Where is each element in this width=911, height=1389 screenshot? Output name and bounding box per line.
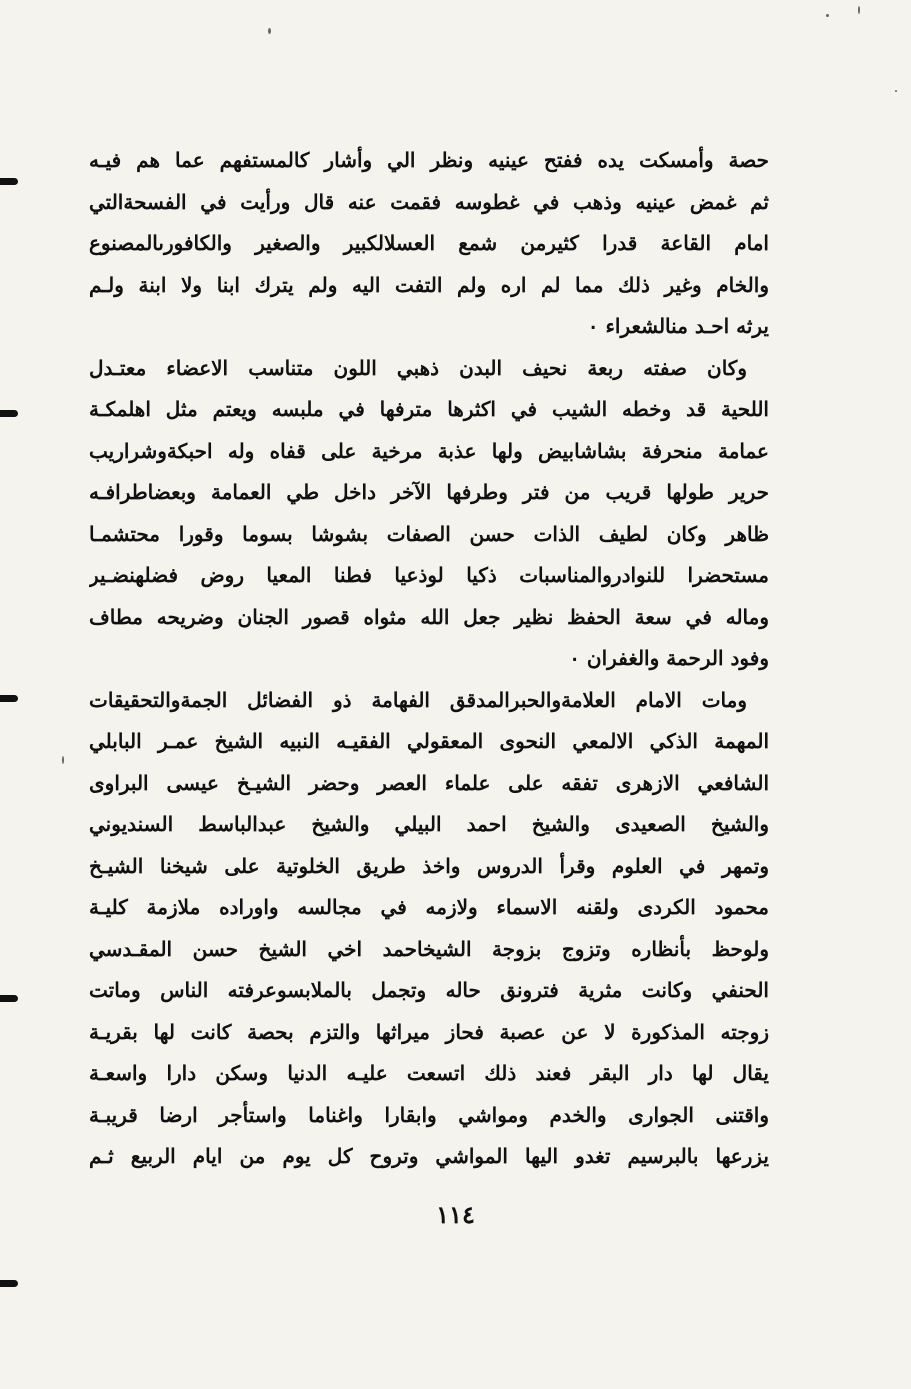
text-line: زوجته المذكورة لا عن عصبة فحاز ميراثها والتزم بحصة كانت لها بقريـة	[89, 1019, 769, 1044]
text-line: المهمة الذكي الالمعي النحوى المعقولي الفقيـه النبيه الشيخ عمـر البابلي	[89, 729, 769, 753]
text-line: ومات الامام العلامةوالحبرالمدقق الفهامة ذو الفضائل الجمةوالتحقيقات	[89, 687, 747, 712]
text-line: ظاهر وكان لطيف الذات حسن الصفات بشوشا بسوما وقورا محتشمـا	[89, 521, 769, 546]
binding-mark	[0, 995, 18, 1002]
binding-mark	[0, 410, 18, 417]
text-line: واقتنى الجوارى والخدم ومواشي وابقارا واغناما واستأجر ارضا قريبـة	[89, 1102, 769, 1127]
text-line: يقال لها دار البقر فعند ذلك اتسعت عليـه الدنيا وسكن دارا واسعـة	[89, 1061, 769, 1085]
binding-mark	[0, 695, 18, 702]
text-line: محمود الكردى ولقنه الاسماء ولازمه في مجالسه واوراده ملازمة كليـة	[89, 895, 769, 919]
text-line: مستحضرا للنوادروالمناسبات ذكيا لوذعيا فطنا المعيا روض فضلهنضـير	[89, 563, 769, 587]
body-text	[89, 140, 769, 1178]
text-line: وكان صفته ربعة نحيف البدن ذهبي اللون متناسب الاعضاء معتـدل	[89, 355, 747, 380]
text-line: الشافعي الازهرى تفقه على علماء العصر وحضر الشيـخ عيسى البراوى	[89, 770, 769, 795]
scan-speck	[895, 90, 897, 92]
text-line: وفود الرحمة والغفران ٠	[569, 646, 769, 670]
text-line: ثم غمض عينيه وذهب في غطوسه فقمت عنه قال ورأيت في الفسحةالتي	[89, 189, 769, 214]
text-line: والشيخ الصعيدى والشيخ احمد البيلي والشيخ عبدالباسط السنديوني	[89, 812, 769, 836]
text-line: حرير طولها قريب من فتر وطرفها الآخر داخل طي العمامة وبعضاطرافـه	[89, 480, 769, 504]
text-line: يرثه احـد منالشعراء ٠	[587, 314, 769, 338]
binding-mark	[0, 178, 18, 185]
text-line: الحنفي وكانت مثرية فترونق حاله وتجمل بالملابسوعرفته الناس وماتت	[89, 978, 769, 1002]
text-line: ولوحظ بأنظاره وتزوج بزوجة الشيخاحمد اخي الشيخ حسن المقـدسي	[89, 936, 769, 961]
text-line: اللحية قد وخطه الشيب في اكثرها مترفها في ملبسه ويعتم مثل اهلمكـة	[89, 397, 769, 421]
scan-speck	[268, 28, 271, 34]
text-line: امام القاعة قدرا كثيرمن شمع العسلالكبير والصغير والكافورىالمصنوع	[89, 231, 769, 255]
text-line: وتمهر في العلوم وقرأ الدروس واخذ طريق الخلوتية على شيخنا الشيـخ	[89, 853, 769, 878]
scan-speck	[826, 14, 829, 17]
text-line: عمامة منحرفة بشاشابيض ولها عذبة مرخية على قفاه وله احبكةوشراريب	[89, 438, 769, 463]
binding-mark	[0, 1280, 18, 1287]
text-line: حصة وأمسكت يده ففتح عينيه ونظر الي وأشار كالمستفهم عما هم فيـه	[89, 148, 769, 172]
text-line: والخام وغير ذلك مما لم اره ولم التفت اليه ولم يترك ابنا ولا ابنة ولـم	[89, 272, 769, 297]
scan-speck	[858, 6, 860, 14]
text-line: وماله في سعة الحفظ نظير جعل الله مثواه قصور الجنان وضريحه مطاف	[89, 604, 769, 629]
scan-speck	[62, 756, 64, 764]
text-line: يزرعها بالبرسيم تغدو اليها المواشي وتروح كل يوم من ايام الربيع ثـم	[89, 1144, 769, 1168]
page-number: ١١٤	[436, 1200, 475, 1229]
